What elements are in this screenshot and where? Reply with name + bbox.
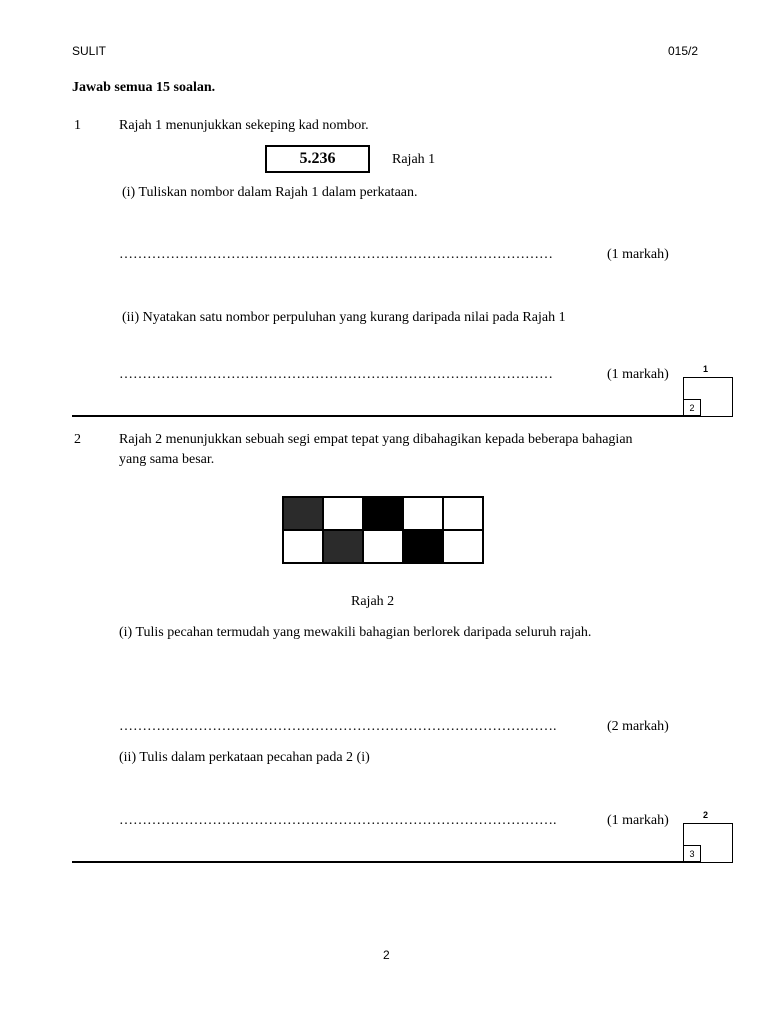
grid-cell-shaded [403, 530, 443, 563]
q2-stem-line2: yang sama besar. [119, 452, 215, 467]
q1-score-box[interactable] [683, 377, 733, 417]
number-card-value: 5.236 [299, 150, 336, 167]
q2-part-ii-marks: (1 markah) [607, 813, 669, 828]
section-divider-q1 [72, 415, 700, 417]
q1-score-label: 1 [703, 364, 709, 374]
grid-cell-shaded [283, 497, 323, 530]
q1-part-ii-marks: (1 markah) [607, 367, 669, 382]
q2-part-i: (i) Tulis pecahan termudah yang mewakili bahagian berlorek daripada seluruh rajah. [119, 625, 592, 640]
q1-figure-label: Rajah 1 [392, 152, 436, 167]
q1-part-ii-answer-line[interactable]: ………………………………………………………………………………… [119, 367, 553, 382]
q1-score-total: 2 [683, 399, 701, 417]
instruction: Jawab semua 15 soalan. [72, 80, 216, 95]
q1-stem: Rajah 1 menunjukkan sekeping kad nombor. [119, 118, 369, 133]
grid-cell-blank [363, 530, 403, 563]
q2-figure-label: Rajah 2 [351, 594, 395, 609]
q1-part-i-marks: (1 markah) [607, 247, 669, 262]
q2-part-i-marks: (2 markah) [607, 719, 669, 734]
section-divider-q2 [72, 861, 700, 863]
q2-number: 2 [74, 432, 81, 447]
grid-cell-blank [443, 530, 483, 563]
shaded-rectangle-figure [282, 496, 484, 564]
q2-part-i-answer-line[interactable]: …………………………………………………………………………………. [119, 719, 557, 734]
page-number: 2 [383, 948, 390, 962]
q1-part-i-answer-line[interactable]: ………………………………………………………………………………… [119, 247, 553, 262]
header-paper-code: 015/2 [668, 44, 699, 58]
q2-score-box[interactable] [683, 823, 733, 863]
q2-score-label: 2 [703, 810, 709, 820]
q1-part-ii: (ii) Nyatakan satu nombor perpuluhan yang kurang daripada nilai pada Rajah 1 [122, 310, 566, 325]
q1-number: 1 [74, 118, 81, 133]
grid-cell-blank [323, 497, 363, 530]
q2-score-total: 3 [683, 845, 701, 863]
grid-cell-blank [403, 497, 443, 530]
number-card [265, 145, 370, 173]
q2-stem-line1: Rajah 2 menunjukkan sebuah segi empat tepat yang dibahagikan kepada beberapa bahagian [119, 432, 633, 447]
grid-cell-blank [283, 530, 323, 563]
q2-part-ii: (ii) Tulis dalam perkataan pecahan pada 2 (i) [119, 750, 370, 765]
header-classification: SULIT [72, 44, 107, 58]
q2-part-ii-answer-line[interactable]: …………………………………………………………………………………. [119, 813, 557, 828]
grid-cell-blank [443, 497, 483, 530]
grid-cell-shaded [363, 497, 403, 530]
q1-part-i: (i) Tuliskan nombor dalam Rajah 1 dalam perkataan. [122, 185, 418, 200]
grid-cell-shaded [323, 530, 363, 563]
